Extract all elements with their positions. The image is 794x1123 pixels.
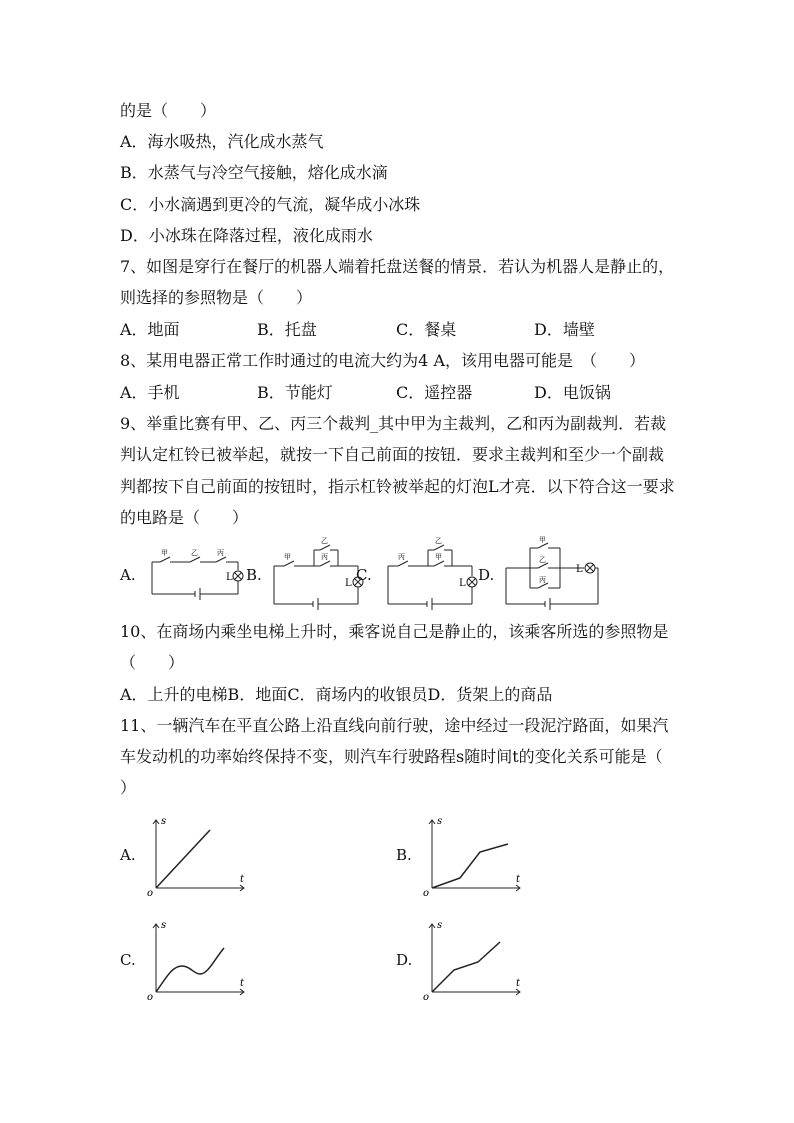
question-7-stem-cont: 则选择的参照物是（ ） [120, 288, 313, 307]
switch-bing-label: 丙 [217, 549, 224, 557]
graph-c [144, 916, 250, 1002]
axis-s-label: s [161, 816, 167, 827]
question-9-stem: 9、举重比赛有甲、乙、丙三个裁判_其中甲为主裁判，乙和丙为副裁判．若裁 [120, 414, 667, 433]
q6-option-c: C．小水滴遇到更冷的气流，凝华成小冰珠 [120, 195, 421, 214]
circuit-diagram-d [504, 538, 604, 610]
graph-b [420, 812, 526, 898]
axis-s-label: s [161, 920, 167, 931]
axis-t-label: t [516, 978, 521, 989]
origin-label: o [423, 888, 430, 899]
question-9-stem-3: 判都按下自己前面的按钮时，指示杠铃被举起的灯泡L才亮．以下符合这一要求 [120, 477, 675, 496]
lamp-label: L [226, 572, 233, 583]
question-6-stem-end: 的是（ ） [120, 101, 217, 120]
switch-jia-label: 甲 [539, 536, 546, 544]
graph-d [420, 916, 526, 1002]
q10-options: A．上升的电梯B．地面C．商场内的收银员D．货架上的商品 [120, 685, 553, 704]
switch-bing-label: 丙 [539, 576, 546, 584]
q9-option-c-label: C. [356, 566, 372, 584]
question-9-stem-2: 判认定杠铃已被举起，就按一下自己前面的按钮．要求主裁判和至少一个副裁 [120, 445, 665, 464]
q11-option-d-label: D. [396, 951, 413, 969]
q11-option-b-label: B. [396, 846, 412, 864]
q6-option-a: A．海水吸热，汽化成水蒸气 [120, 132, 324, 151]
question-9-stem-4: 的电路是（ ） [120, 508, 249, 527]
q9-option-b-label: B. [246, 566, 262, 584]
question-10-stem: 10、在商场内乘坐电梯上升时，乘客说自己是静止的，该乘客所选的参照物是 [120, 622, 669, 641]
lamp-label: L [345, 578, 352, 589]
graph-curve [432, 942, 500, 992]
switch-jia-label: 甲 [161, 549, 168, 557]
origin-label: o [147, 992, 154, 1003]
lamp-label: L [576, 564, 583, 575]
graph-a [144, 812, 250, 898]
q11-option-a-label: A. [120, 846, 136, 864]
question-10-stem-cont: （ ） [120, 653, 185, 672]
axis-t-label: t [240, 874, 245, 885]
q8-option-b: B．节能灯 [257, 383, 333, 402]
circuit-diagram-b [272, 538, 372, 610]
graph-curve [432, 844, 508, 888]
switch-yi-label: 乙 [539, 556, 546, 564]
question-11-stem-3: ） [120, 778, 137, 797]
switch-yi-label: 乙 [191, 549, 198, 557]
q11-option-c-label: C. [120, 951, 136, 969]
axis-t-label: t [516, 874, 521, 885]
switch-jia-label: 甲 [284, 553, 291, 561]
question-11-stem-2: 车发动机的功率始终保持不变，则汽车行驶路程s随时间t的变化关系可能是（ [120, 747, 663, 766]
switch-bing-label: 丙 [398, 553, 405, 561]
q8-option-a: A．手机 [120, 383, 180, 402]
q7-option-b: B．托盘 [257, 320, 317, 339]
axis-t-label: t [240, 978, 245, 989]
circuit-diagram-a [148, 548, 248, 608]
switch-yi-label: 乙 [321, 537, 328, 545]
graph-curve [156, 948, 224, 992]
switch-bing-label: 丙 [321, 553, 328, 561]
origin-label: o [423, 992, 430, 1003]
q9-option-d-label: D. [478, 566, 495, 584]
question-8-stem: 8、某用电器正常工作时通过的电流大约为4 A，该用电器可能是 （ ） [120, 351, 646, 370]
question-7-stem: 7、如图是穿行在餐厅的机器人端着托盘送餐的情景．若认为机器人是静止的， [120, 257, 675, 276]
axis-s-label: s [437, 816, 443, 827]
q7-option-c: C．餐桌 [396, 320, 457, 339]
switch-yi-label: 乙 [435, 537, 442, 545]
q6-option-d: D．小冰珠在降落过程，液化成雨水 [120, 226, 373, 245]
axis-s-label: s [437, 920, 443, 931]
origin-label: o [147, 888, 154, 899]
q7-option-a: A．地面 [120, 320, 180, 339]
q8-option-d: D．电饭锅 [534, 383, 611, 402]
q8-option-c: C．遥控器 [396, 383, 473, 402]
q9-option-a-label: A. [120, 566, 136, 584]
question-11-stem: 11、一辆汽车在平直公路上沿直线向前行驶，途中经过一段泥泞路面，如果汽 [120, 716, 669, 735]
circuit-diagram-c [386, 538, 486, 610]
switch-jia-label: 甲 [435, 553, 442, 561]
lamp-label: L [459, 578, 466, 589]
q6-option-b: B．水蒸气与冷空气接触，熔化成水滴 [120, 163, 388, 182]
graph-curve [156, 830, 210, 888]
q7-option-d: D．墙壁 [534, 320, 595, 339]
